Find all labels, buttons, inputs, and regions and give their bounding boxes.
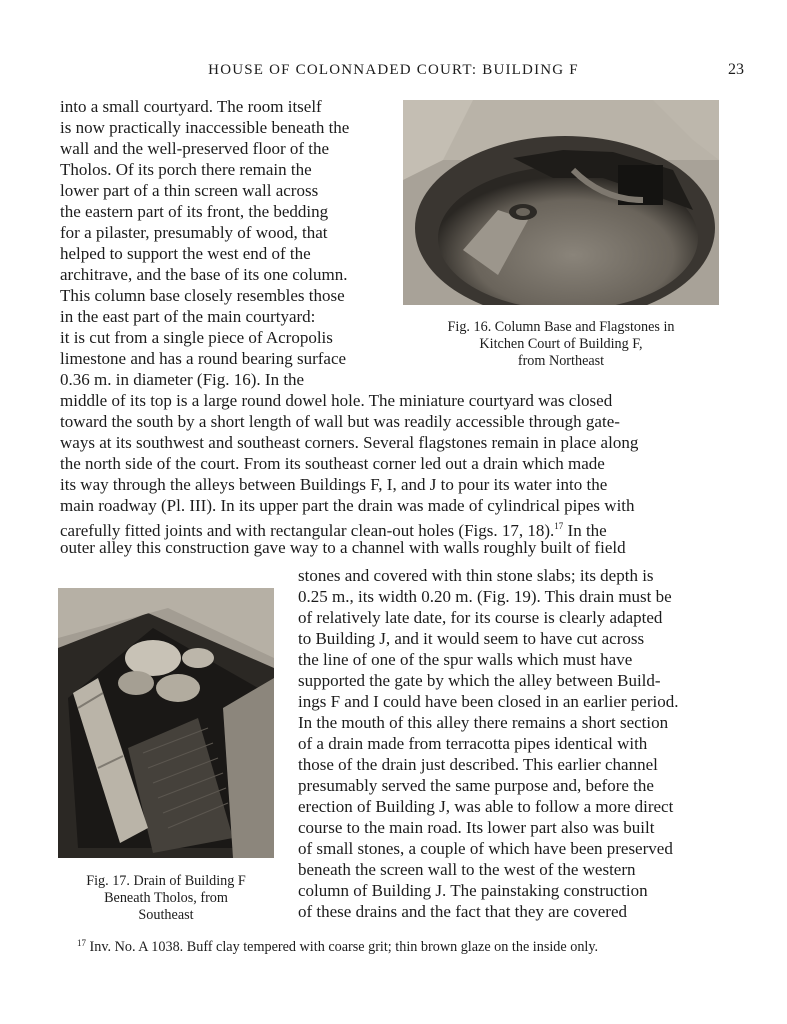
body-line: wall and the well-preserved floor of the	[60, 139, 330, 158]
body-line: This column base closely resembles those	[60, 286, 345, 305]
body-line: supported the gate by which the alley between Build-	[298, 671, 661, 690]
body-line-text: In the	[563, 521, 607, 540]
body-line: erection of Building J, was able to follow a more direct	[298, 797, 674, 816]
footnote-marker: 17	[77, 938, 86, 948]
body-line-text: carefully fitted joints and with rectangular clean-out holes (Figs. 17, 18).	[60, 521, 555, 540]
body-line: middle of its top is a large round dowel hole. The miniature courtyard was closed	[60, 391, 613, 410]
caption-line: Fig. 17. Drain of Building F	[86, 873, 246, 889]
body-line: for a pilaster, presumably of wood, that	[60, 223, 328, 242]
body-line: stones and covered with thin stone slabs; its depth is	[298, 566, 654, 585]
body-line: 0.25 m., its width 0.20 m. (Fig. 19). This drain must be	[298, 587, 672, 606]
body-line: of these drains and the fact that they are covered	[298, 902, 627, 921]
footnote	[77, 938, 722, 956]
body-line: into a small courtyard. The room itself	[60, 97, 322, 116]
body-line: those of the drain just described. This earlier channel	[298, 755, 658, 774]
body-line: of a drain made from terracotta pipes identical with	[298, 734, 648, 753]
body-line: ways at its southwest and southeast corners. Several flagstones remain in place along	[60, 433, 639, 452]
body-line: Tholos. Of its porch there remain the	[60, 160, 312, 179]
body-line: in the east part of the main courtyard:	[60, 307, 316, 326]
caption-line: Kitchen Court of Building F,	[479, 336, 643, 352]
body-line: the line of one of the spur walls which must have	[298, 650, 633, 669]
body-line: is now practically inaccessible beneath the	[60, 118, 350, 137]
body-line: architrave, and the base of its one column.	[60, 265, 348, 284]
body-line: main roadway (Pl. III). In its upper part the drain was made of cylindrical pipes with	[60, 496, 635, 515]
caption-line: Southeast	[138, 907, 194, 923]
caption-line: Beneath Tholos, from	[104, 890, 228, 906]
body-line: it is cut from a single piece of Acropolis	[60, 328, 333, 347]
page-number: 23	[728, 61, 744, 78]
figure-16-photo	[403, 100, 719, 305]
body-line: ings F and I could have been closed in an earlier period.	[298, 692, 679, 711]
body-line: outer alley this construction gave way to a channel with walls roughly built of field	[60, 538, 626, 557]
body-line: presumably served the same purpose and, before the	[298, 776, 654, 795]
body-line: the north side of the court. From its southeast corner led out a drain which made	[60, 454, 605, 473]
body-line: lower part of a thin screen wall across	[60, 181, 319, 200]
body-line: 0.36 m. in diameter (Fig. 16). In the	[60, 370, 305, 389]
body-line: course to the main road. Its lower part also was built	[298, 818, 655, 837]
body-line: to Building J, and it would seem to have cut across	[298, 629, 645, 648]
body-line: of relatively late date, for its course is clearly adapted	[298, 608, 663, 627]
caption-line: Fig. 16. Column Base and Flagstones in	[447, 319, 675, 335]
body-line: its way through the alleys between Buildings F, I, and J to pour its water into the	[60, 475, 608, 494]
footnote-reference: 17	[554, 521, 564, 531]
body-line: limestone and has a round bearing surface	[60, 349, 347, 368]
body-line: toward the south by a short length of wall but was readily accessible through gate-	[60, 412, 620, 431]
body-line: the eastern part of its front, the bedding	[60, 202, 329, 221]
body-line: helped to support the west end of the	[60, 244, 311, 263]
caption-line: from Northeast	[517, 353, 605, 369]
body-line: of small stones, a couple of which have been preserved	[298, 839, 673, 858]
running-head: HOUSE OF COLONNADED COURT: BUILDING F	[208, 62, 579, 78]
body-line: column of Building J. The painstaking construction	[298, 881, 648, 900]
body-line: beneath the screen wall to the west of the western	[298, 860, 636, 879]
figure-17-photo	[58, 588, 274, 858]
body-line: In the mouth of this alley there remains a short section	[298, 713, 669, 732]
footnote-text: Inv. No. A 1038. Buff clay tempered with coarse grit; thin brown glaze on the inside only.	[86, 939, 599, 955]
